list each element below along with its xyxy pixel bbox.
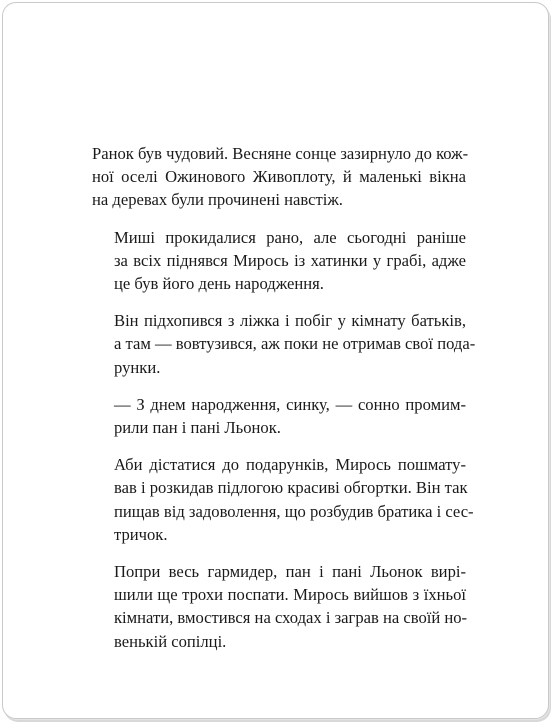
text-line: шили ще трохи поспати. Мирось вийшов з їхньої	[114, 585, 466, 605]
paragraph-6	[92, 560, 466, 653]
story-text	[92, 142, 476, 667]
text-line: на деревах були прочинені навстіж.	[92, 190, 343, 210]
text-line: рунки.	[114, 357, 161, 377]
text-line: — З днем народження, синку, — сонно промим-	[114, 394, 466, 414]
text-line: Він підхопився з ліжка і побіг у кімнату батьків,	[114, 311, 466, 331]
paragraph-3	[92, 309, 476, 379]
text-line: тричок.	[114, 524, 168, 544]
paragraph-1	[92, 142, 469, 212]
text-line: ної оселі Ожинового Живоплоту, й маленькі вікна	[92, 167, 466, 187]
text-line: за всіх піднявся Мирось із хатинки у грабі, адже	[114, 250, 466, 270]
paragraph-5	[92, 453, 474, 546]
paragraph-2	[92, 226, 466, 296]
text-line: Миші прокидалися рано, але сьогодні раніше	[114, 227, 466, 247]
text-line: рили пан і пані Льонок.	[114, 418, 281, 438]
text-line: Ранок був чудовий. Весняне сонце зазирнуло до кож-	[92, 144, 469, 163]
text-line: пищав від задоволення, що розбудив братика і сес-	[114, 501, 474, 521]
book-page	[2, 2, 549, 719]
text-line: це був його день народження.	[114, 274, 324, 294]
text-line: вав і розкидав підлогою красиві обгортки. Він так	[114, 478, 468, 498]
text-line: кімнати, вмостився на сходах і заграв на своїй но-	[114, 608, 468, 628]
text-line: а там — вовтузився, аж поки не отримав свої пода-	[114, 334, 476, 354]
show-through-text	[153, 55, 473, 95]
paragraph-4	[92, 393, 466, 439]
text-line: Попри весь гармидер, пан і пані Льонок вирі-	[114, 562, 466, 582]
text-line: Аби дістатися до подарунків, Мирось пошмату-	[114, 455, 466, 475]
text-line: венькій сопілці.	[114, 631, 227, 651]
